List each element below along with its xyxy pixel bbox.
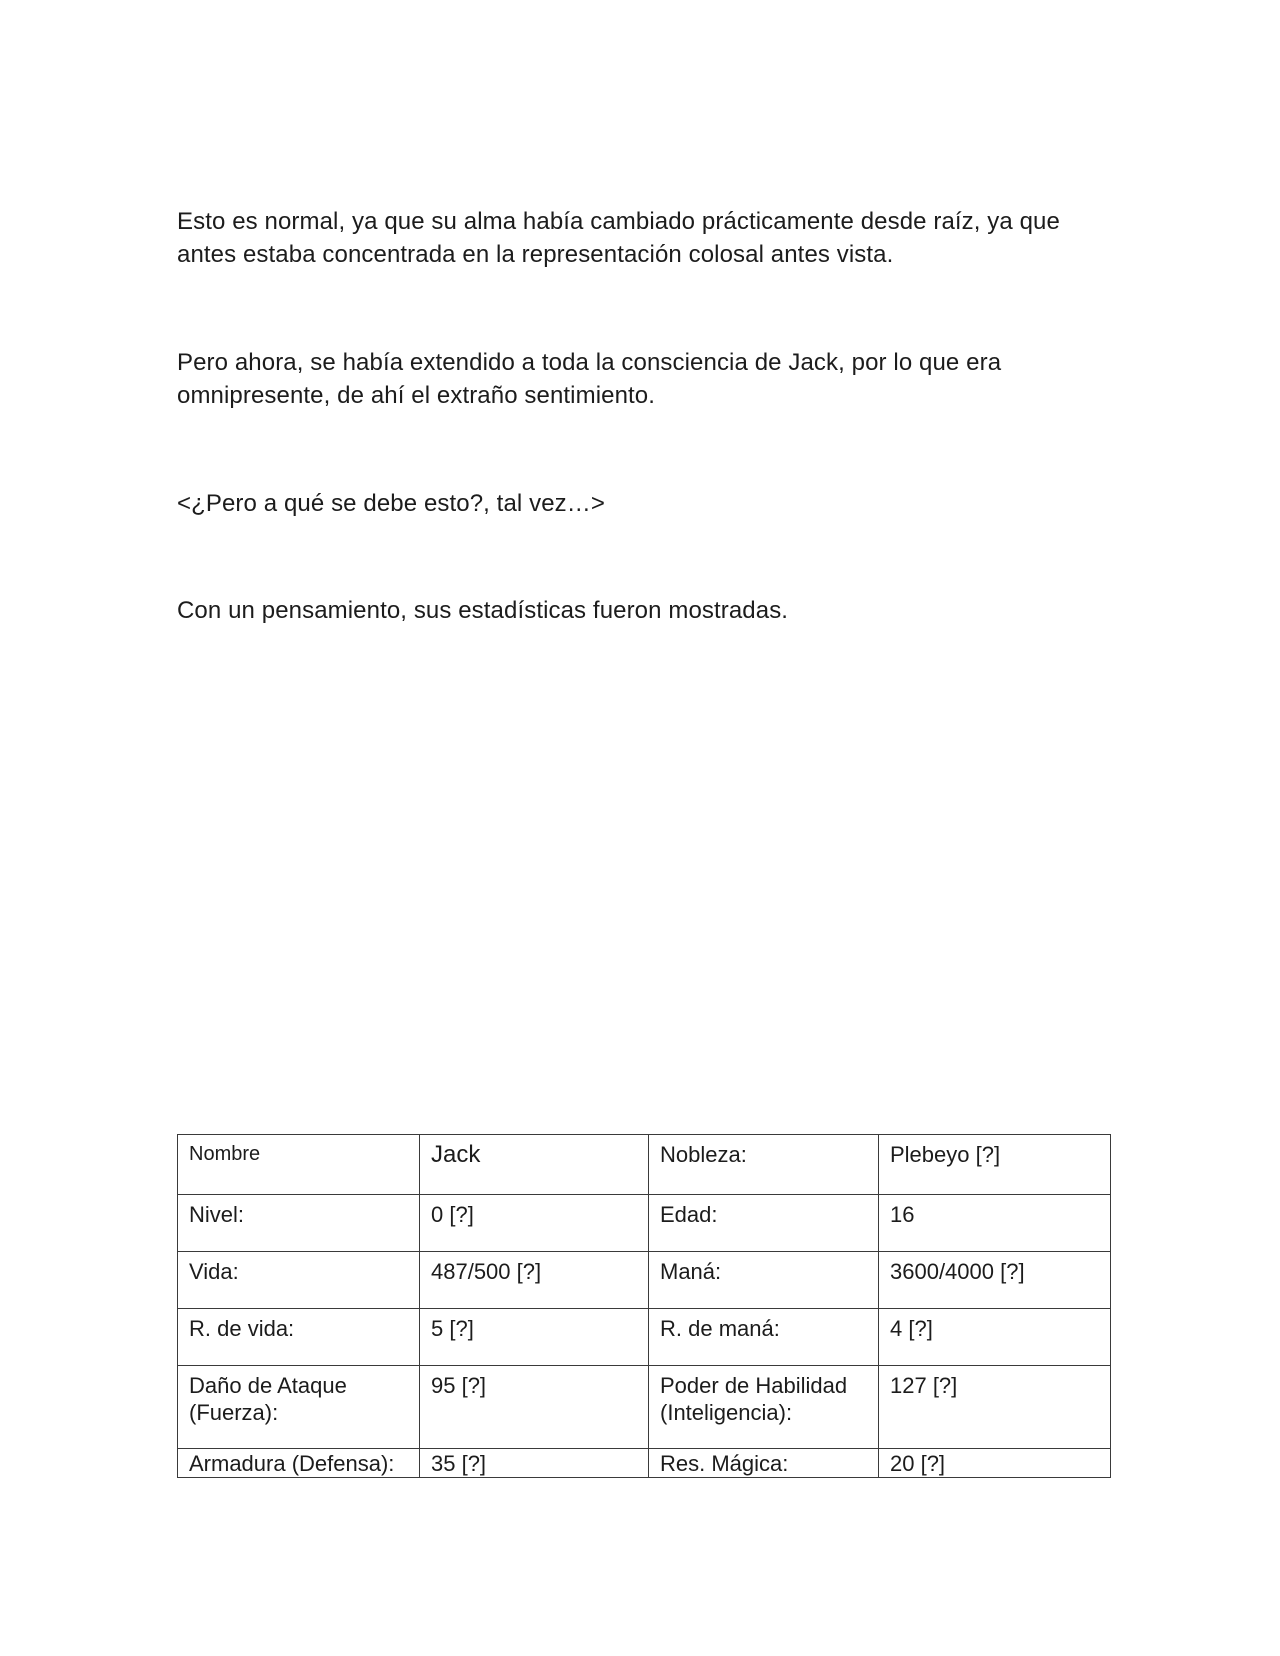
stat-label-health: Vida: — [178, 1252, 420, 1309]
table-row — [178, 1309, 1111, 1366]
paragraph-soul-change: Esto es normal, ya que su alma había cambiado prácticamente desde raíz, ya que antes estaba concentrada en la representación colosal antes vista. — [177, 208, 1060, 268]
stat-value-health-regen: 5 [?] — [420, 1309, 649, 1366]
table-row — [178, 1195, 1111, 1252]
table-row — [178, 1252, 1111, 1309]
stat-value-mana: 3600/4000 [?] — [879, 1252, 1111, 1309]
stat-label-level: Nivel: — [178, 1195, 420, 1252]
stat-value-mana-regen: 4 [?] — [879, 1309, 1111, 1366]
table-row — [178, 1366, 1111, 1449]
paragraph-thought: <¿Pero a qué se debe esto?, tal vez…> — [177, 490, 605, 517]
stat-value-health: 487/500 [?] — [420, 1252, 649, 1309]
stat-value-armor: 35 [?] — [420, 1449, 649, 1478]
stat-label-health-regen: R. de vida: — [178, 1309, 420, 1366]
stat-value-name: Jack — [420, 1135, 649, 1195]
stat-label-ability-power: Poder de Habilidad (Inteligencia): — [649, 1366, 879, 1449]
table-row — [178, 1135, 1111, 1195]
stat-label-name: Nombre — [178, 1135, 420, 1195]
stat-value-nobility: Plebeyo [?] — [879, 1135, 1111, 1195]
stat-label-armor: Armadura (Defensa): — [178, 1449, 420, 1478]
stat-value-age: 16 — [879, 1195, 1111, 1252]
stat-label-attack-damage: Daño de Ataque (Fuerza): — [178, 1366, 420, 1449]
stat-value-attack-damage: 95 [?] — [420, 1366, 649, 1449]
stat-label-nobility: Nobleza: — [649, 1135, 879, 1195]
paragraph-omnipresent: Pero ahora, se había extendido a toda la consciencia de Jack, por lo que era omnipresente, de ahí el extraño sentimiento. — [177, 349, 1002, 409]
table-row — [178, 1449, 1111, 1478]
stat-value-magic-resist: 20 [?] — [879, 1449, 1111, 1478]
paragraph-stats-shown: Con un pensamiento, sus estadísticas fueron mostradas. — [177, 597, 789, 624]
stat-label-age: Edad: — [649, 1195, 879, 1252]
stat-value-ability-power: 127 [?] — [879, 1366, 1111, 1449]
stat-label-magic-resist: Res. Mágica: — [649, 1449, 879, 1478]
stat-label-mana: Maná: — [649, 1252, 879, 1309]
stat-value-level: 0 [?] — [420, 1195, 649, 1252]
stats-table — [177, 1134, 1111, 1478]
stat-label-mana-regen: R. de maná: — [649, 1309, 879, 1366]
